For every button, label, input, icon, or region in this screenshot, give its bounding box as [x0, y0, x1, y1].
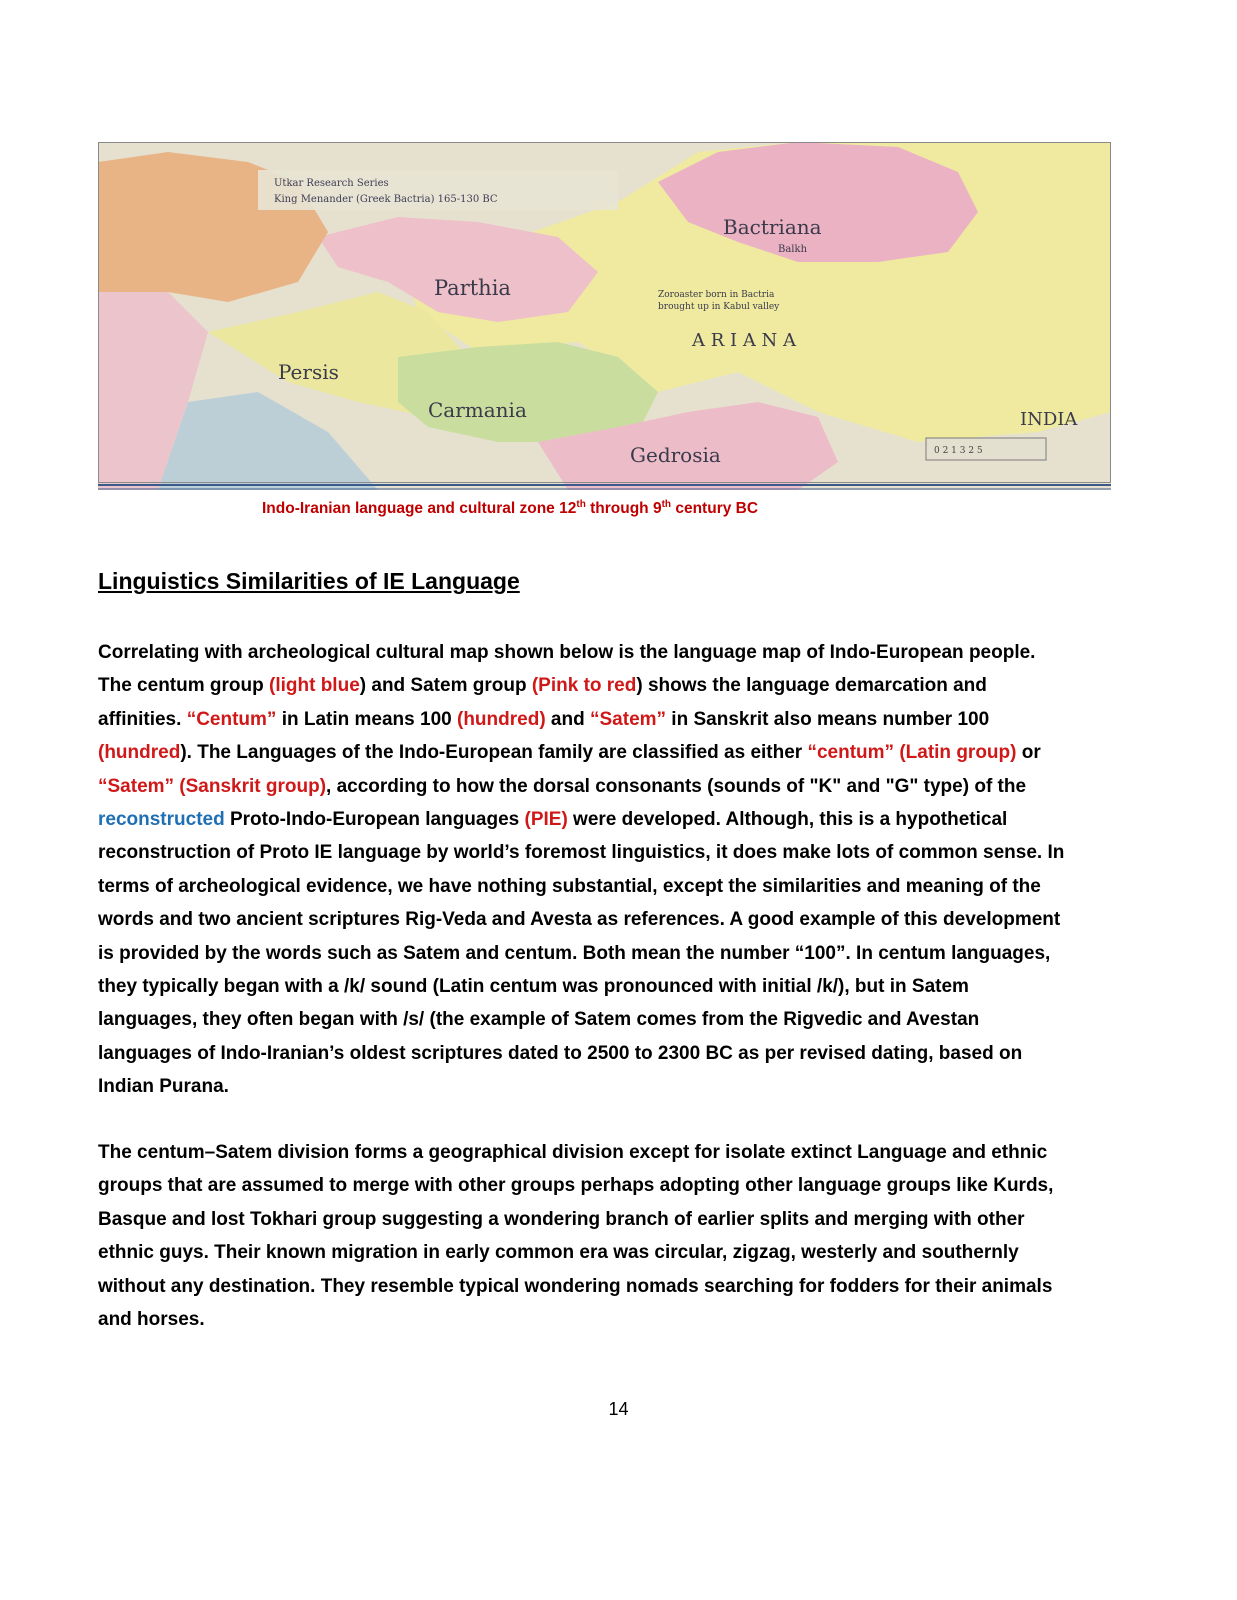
- label-gedrosia: Gedrosia: [630, 443, 721, 467]
- label-persis: Persis: [278, 360, 339, 384]
- historical-map: [98, 142, 1111, 490]
- map-inset-subtitle: King Menander (Greek Bactria) 165-130 BC: [274, 194, 498, 205]
- p1-line-10: is provided by the words such as Satem and centum. Both mean the number “100”. In centum languages,: [98, 942, 1051, 964]
- p1-line-8: terms of archeological evidence, we have nothing substantial, except the similarities and meaning of the: [98, 875, 1041, 897]
- label-carmania: Carmania: [428, 398, 527, 422]
- map-image: [98, 142, 1111, 490]
- p2-line-4: ethnic guys. Their known migration in early common era was circular, zigzag, westerly and southernly: [98, 1242, 1019, 1264]
- label-bactriana: Bactriana: [723, 215, 822, 239]
- label-bactriana-sub: Balkh: [778, 244, 808, 255]
- p1-line-9: words and two ancient scriptures Rig-Veda and Avesta as references. A good example of this development: [98, 909, 1061, 931]
- p1-line-1: Correlating with archeological cultural map shown below is the language map of Indo-European people.: [98, 642, 1036, 663]
- p1-line-13: languages of Indo-Iranian’s oldest scriptures dated to 2500 to 2300 BC as per revised dating, based on: [98, 1042, 1023, 1064]
- p1-line-2: The centum group (light blue) and Satem group (Pink to red) shows the language demarcation and: [98, 675, 987, 697]
- p2-line-2: groups that are assumed to merge with other groups perhaps adopting other language groups like Kurds,: [98, 1175, 1054, 1197]
- map-inset-title: Utkar Research Series: [274, 178, 389, 189]
- p1-line-4: (hundred). The Languages of the Indo-European family are classified as either “centum” (Latin group) or: [98, 742, 1041, 764]
- p1-line-6: reconstructed Proto-Indo-European languages (PIE) were developed. Although, this is a hypothetical: [98, 809, 1008, 831]
- paragraph-1: [98, 636, 1128, 1104]
- map-note-line2: brought up in Kabul valley: [658, 302, 780, 312]
- map-caption: Indo-Iranian language and cultural zone 12th through 9th century BC: [262, 498, 759, 517]
- p1-line-3: affinities. “Centum” in Latin means 100 (hundred) and “Satem” in Sanskrit also means number 100: [98, 708, 990, 730]
- p2-line-1: The centum–Satem division forms a geographical division except for isolate extinct Language and ethnic: [98, 1142, 1048, 1163]
- p1-line-5: “Satem” (Sanskrit group), according to how the dorsal consonants (sounds of "K" and "G" type) of the: [98, 775, 1027, 797]
- reconstructed-link[interactable]: reconstructed: [98, 809, 225, 831]
- p2-line-6: and horses.: [98, 1309, 205, 1331]
- label-india: INDIA: [1020, 409, 1078, 430]
- p1-line-14: Indian Purana.: [98, 1076, 229, 1098]
- page-number: 14: [608, 1399, 629, 1419]
- map-scale-text: 0 2 1 3 2 5: [934, 446, 983, 456]
- p2-line-3: Basque and lost Tokhari group suggesting a wondering branch of earlier splits and merging with other: [98, 1208, 1025, 1230]
- p1-line-11: they typically began with a /k/ sound (Latin centum was pronounced with initial /k/), but in Satem: [98, 976, 969, 998]
- p2-line-5: without any destination. They resemble typical wondering nomads searching for fodders for their animals: [98, 1275, 1053, 1297]
- p1-line-12: languages, they often began with /s/ (the example of Satem comes from the Rigvedic and Avestan: [98, 1009, 980, 1031]
- section-heading: Linguistics Similarities of IE Language: [98, 568, 520, 594]
- label-parthia: Parthia: [434, 276, 511, 300]
- paragraph-2: [98, 1136, 1128, 1336]
- p1-line-7: reconstruction of Proto IE language by world’s foremost linguistics, it does make lots of common sense. In: [98, 842, 1065, 864]
- label-ariana: A R I A N A: [692, 330, 797, 351]
- map-note-line1: Zoroaster born in Bactria: [658, 290, 775, 300]
